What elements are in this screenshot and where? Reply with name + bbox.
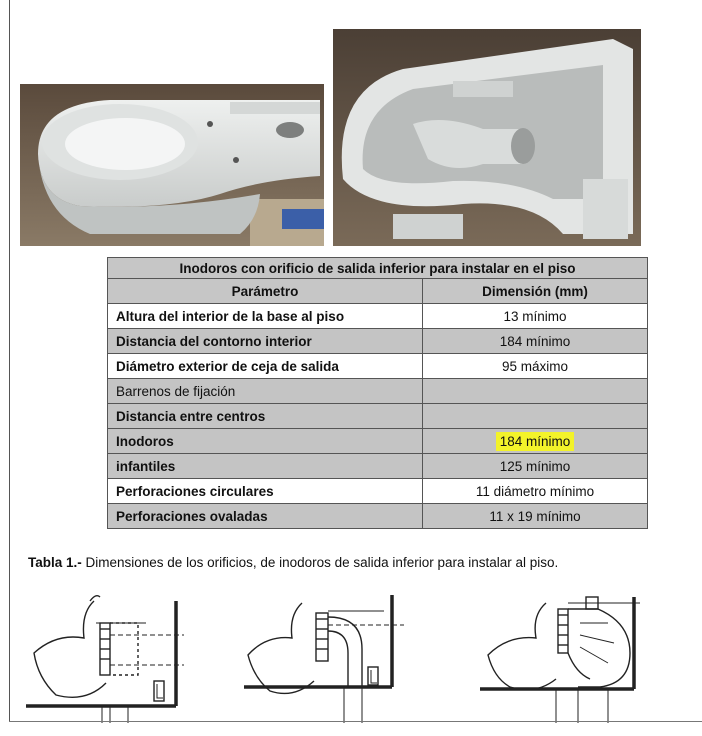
toilet-top-photo (20, 84, 324, 246)
row-parameter: Inodoros (108, 429, 423, 454)
caption-text: Dimensiones de los orificios, de inodoros de salida inferior para instalar al piso. (81, 555, 559, 570)
row-value: 95 máximo (423, 354, 648, 379)
row-parameter: infantiles (108, 454, 423, 479)
row-value (423, 404, 648, 429)
row-value: 184 mínimo (423, 329, 648, 354)
row-parameter: Diámetro exterior de ceja de salida (108, 354, 423, 379)
row-parameter: Distancia del contorno interior (108, 329, 423, 354)
row-parameter: Perforaciones ovaladas (108, 504, 423, 529)
table-row (108, 354, 648, 379)
row-parameter: Perforaciones circulares (108, 479, 423, 504)
highlighted-value: 184 mínimo (496, 432, 575, 451)
outlet-diagram-2 (244, 583, 406, 723)
table-row (108, 429, 648, 454)
column-header-parameter: Parámetro (108, 279, 423, 304)
row-value: 11 diámetro mínimo (423, 479, 648, 504)
table-row (108, 454, 648, 479)
table-row (108, 379, 648, 404)
outlet-diagram-3 (480, 583, 650, 723)
dimensions-table (107, 257, 648, 529)
outlet-diagram-1 (26, 583, 188, 723)
table-row (108, 479, 648, 504)
toilet-underside-photo (333, 29, 641, 246)
row-parameter: Barrenos de fijación (108, 379, 423, 404)
row-value (423, 379, 648, 404)
row-value: 13 mínimo (423, 304, 648, 329)
table-row (108, 304, 648, 329)
row-value: 125 mínimo (423, 454, 648, 479)
table-title: Inodoros con orificio de salida inferior para instalar en el piso (108, 258, 648, 279)
caption-label: Tabla 1.- (28, 555, 82, 570)
left-margin-rule (9, 0, 10, 722)
column-header-dimension: Dimensión (mm) (423, 279, 648, 304)
table-row (108, 329, 648, 354)
table-row (108, 404, 648, 429)
row-parameter: Distancia entre centros (108, 404, 423, 429)
row-value: 11 x 19 mínimo (423, 504, 648, 529)
row-parameter: Altura del interior de la base al piso (108, 304, 423, 329)
bottom-rule (9, 721, 702, 722)
table-row (108, 504, 648, 529)
table-caption (28, 555, 558, 570)
